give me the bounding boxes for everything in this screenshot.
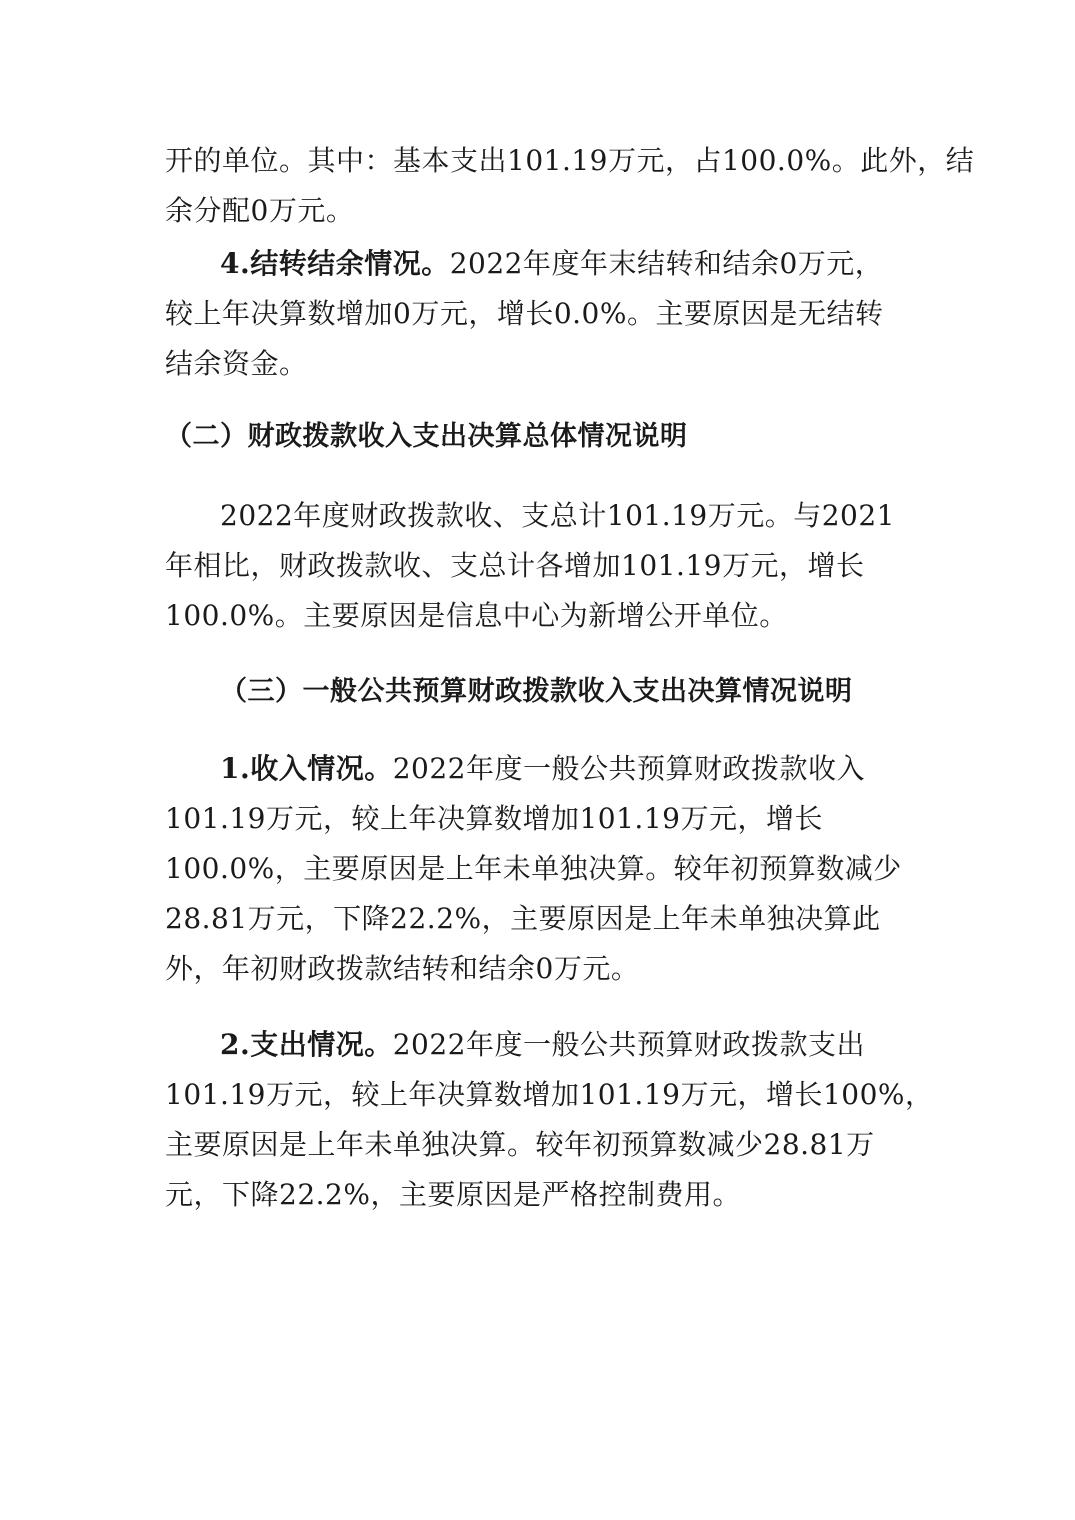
paragraph-line: 较上年决算数增加0万元，增长0.0%。主要原因是无结转 [165,297,884,330]
paragraph-line: 元，下降22.2%，主要原因是严格控制费用。 [165,1178,741,1211]
income-lead: 1.收入情况。 [220,752,393,785]
paragraph-text: 2022年度一般公共预算财政拨款支出 [392,1028,865,1061]
section-heading: （三）一般公共预算财政拨款收入支出决算情况说明 [220,676,853,707]
paragraph-line: 101.19万元，较上年决算数增加101.19万元，增长100%， [165,1078,934,1111]
paragraph-line: 余分配0万元。 [165,194,355,227]
paragraph-line: 28.81万元，下降22.2%，主要原因是上年未单独决算此 [165,902,881,935]
carryover-lead: 4.结转结余情况。 [220,247,450,280]
paragraph-text: 2022年度一般公共预算财政拨款收入 [392,752,865,785]
section-heading: （二）财政拨款收入支出决算总体情况说明 [165,421,688,452]
paragraph-line: 开的单位。其中：基本支出101.19万元，占100.0%。此外，结 [165,144,975,177]
carryover-paragraph [220,239,960,289]
expense-lead: 2.支出情况。 [220,1028,393,1061]
paragraph-line: 主要原因是上年未单独决算。较年初预算数减少28.81万 [165,1128,875,1161]
income-paragraph [220,744,960,794]
paragraph-line: 2022年度财政拨款收、支总计101.19万元。与2021 [220,499,895,532]
paragraph-line: 年相比，财政拨款收、支总计各增加101.19万元，增长 [165,549,865,582]
expense-paragraph [220,1020,960,1070]
paragraph-text: 2022年度年末结转和结余0万元， [449,247,884,280]
paragraph-line: 结余资金。 [165,347,308,380]
paragraph-line: 外，年初财政拨款结转和结余0万元。 [165,952,640,985]
paragraph-line: 100.0%，主要原因是上年未单独决算。较年初预算数减少 [165,852,902,885]
paragraph-line: 100.0%。主要原因是信息中心为新增公开单位。 [165,599,788,632]
paragraph-line: 101.19万元，较上年决算数增加101.19万元，增长 [165,802,823,835]
